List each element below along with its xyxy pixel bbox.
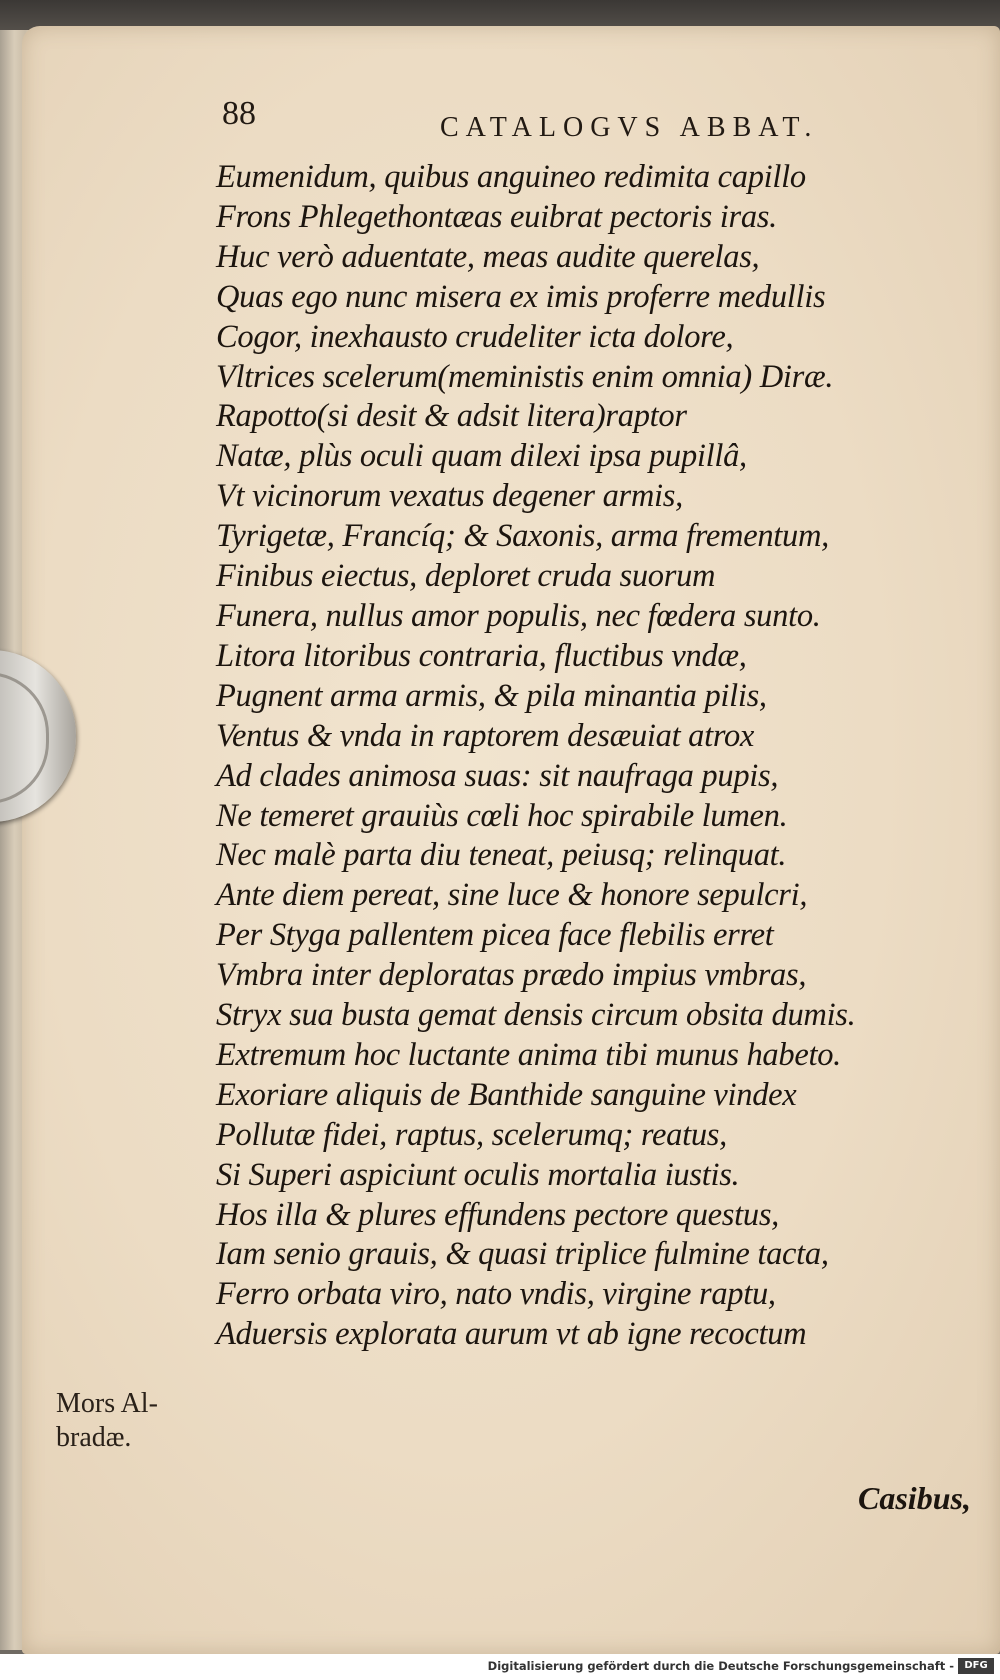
dfg-logo: DFG <box>958 1658 994 1674</box>
verse-line: Tyrigetæ, Francíq; & Saxonis, arma frementum, <box>216 518 829 555</box>
verse-line: Exoriare aliquis de Banthide sanguine vindex <box>216 1076 797 1113</box>
verse-line: Ventus & vnda in raptorem desæuiat atrox <box>216 717 755 754</box>
verse-line: Vltrices scelerum(meministis enim omnia) Diræ. <box>216 358 834 395</box>
verse-line: Funera, nullus amor populis, nec fœdera sunto. <box>216 597 821 634</box>
verse-line: Ferro orbata viro, nato vndis, virgine raptu, <box>216 1276 776 1313</box>
verse-line: Pugnent arma armis, & pila minantia pilis, <box>216 677 767 714</box>
verse-line: Finibus eiectus, deploret cruda suorum <box>216 558 716 595</box>
page-number: 88 <box>222 95 256 132</box>
margin-note-line: bradæ. <box>56 1422 132 1453</box>
verse-line: Litora litoribus contraria, fluctibus vndæ, <box>216 637 747 674</box>
verse-line: Stryx sua busta gemat densis circum obsita dumis. <box>216 997 856 1034</box>
footer-bar <box>0 1654 1000 1680</box>
verse-line: Pollutæ fidei, raptus, scelerumq; reatus, <box>216 1116 727 1153</box>
verse-line: Quas ego nunc misera ex imis proferre medullis <box>216 278 826 315</box>
margin-note <box>56 1387 158 1455</box>
verse-line: Huc verò aduentate, meas audite querelas, <box>216 238 760 275</box>
verse-line: Iam senio grauis, & quasi triplice fulmine tacta, <box>216 1236 829 1273</box>
margin-note-line: Mors Al- <box>56 1388 158 1419</box>
verse-line: Ante diem pereat, sine luce & honore sepulcri, <box>216 877 808 914</box>
verse-line: Aduersis explorata aurum vt ab igne recoctum <box>216 1316 807 1353</box>
verse-line: Per Styga pallentem picea face flebilis erret <box>216 917 774 954</box>
verse-line: Vmbra inter deploratas prædo impius vmbras, <box>216 957 807 994</box>
verse-line: Natæ, plùs oculi quam dilexi ipsa pupillâ, <box>216 438 747 475</box>
verse-line: Hos illa & plures effundens pectore questus, <box>216 1196 780 1233</box>
verse-line: Cogor, inexhausto crudeliter icta dolore, <box>216 318 734 355</box>
verse-line: Extremum hoc luctante anima tibi munus habeto. <box>216 1036 841 1073</box>
verse-line: Frons Phlegethontæas euibrat pectoris iras. <box>216 198 777 235</box>
verse-line: Si Superi aspiciunt oculis mortalia iustis. <box>216 1156 740 1193</box>
catchword: Casibus, <box>858 1480 971 1516</box>
verse-line: Eumenidum, quibus anguineo redimita capillo <box>216 159 806 195</box>
verse-line: Rapotto(si desit & adsit litera)raptor <box>216 398 687 435</box>
page-clip-rim <box>0 672 49 804</box>
funding-credit: Digitalisierung gefördert durch die Deutsche Forschungsgemeinschaft - <box>487 1659 954 1673</box>
running-head: CATALOGVS ABBAT. <box>440 112 819 143</box>
verse-line: Vt vicinorum vexatus degener armis, <box>216 478 683 515</box>
verse-line: Ne temeret grauiùs cœli hoc spirabile lumen. <box>216 797 788 834</box>
verse-line: Ad clades animosa suas: sit naufraga pupis, <box>216 757 779 794</box>
verse-block <box>216 158 916 1355</box>
verse-line: Nec malè parta diu teneat, peiusq; relinquat. <box>216 837 787 874</box>
